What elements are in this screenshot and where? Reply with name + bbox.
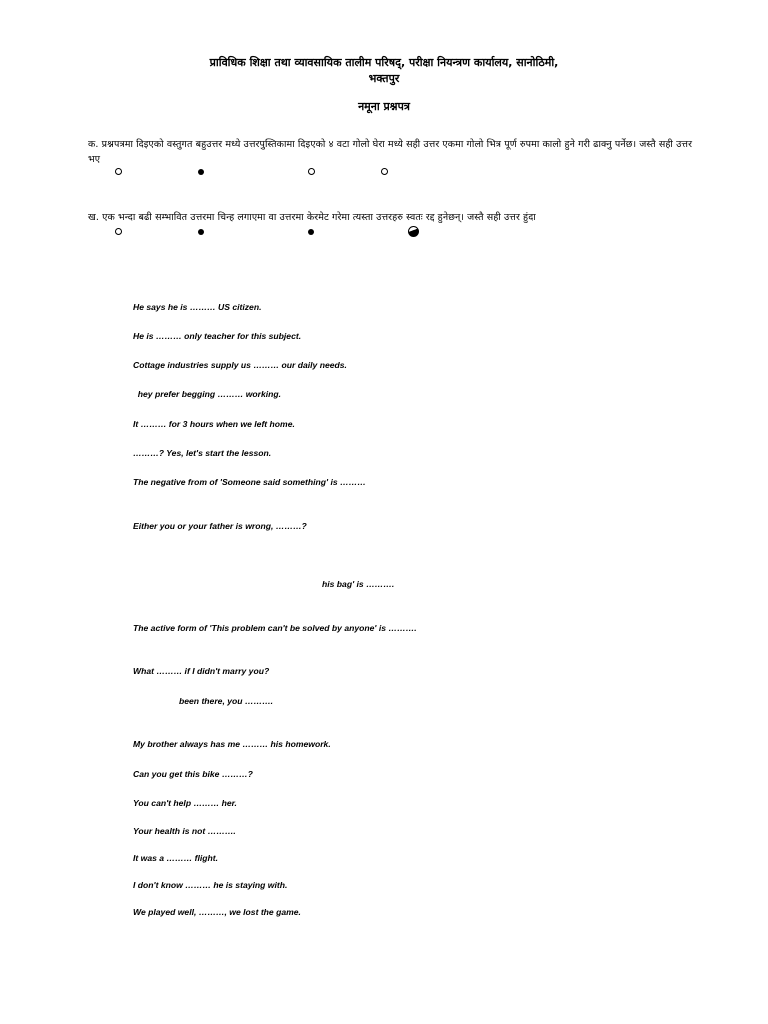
answer-bubble-filled [198, 228, 204, 238]
question-item: his bag' is ………. [322, 579, 395, 589]
instruction-ka: क. प्रश्नपत्रमा दिइएको वस्तुगत बहुउत्तर मध्ये उत्तरपुस्तिकामा दिइएको ४ वटा गोलो घेरा मध्ये सही उत्तर एकमा गोलो भित्र पूर्ण रुपमा कालो हुने गरी ढाक्नु पर्नेछ। जस्तै सही उत्तर भए [88, 139, 693, 165]
sample-paper-title: नमूना प्रश्नपत्र [358, 100, 410, 113]
question-item: It ……… for 3 hours when we left home. [133, 419, 295, 429]
question-item: What ……… if I didn't marry you? [133, 666, 270, 676]
question-item: It was a ……… flight. [133, 853, 218, 863]
question-item: The active form of 'This problem can't be solved by anyone' is ………. [133, 623, 417, 633]
question-item: been there, you ………. [179, 696, 274, 706]
question-item: My brother always has me ……… his homework. [133, 739, 331, 749]
header-line-2: भक्तपुर [368, 72, 400, 85]
question-item: ………? Yes, let's start the lesson. [133, 448, 272, 458]
question-item: Cottage industries supply us ……… our daily needs. [133, 360, 347, 370]
question-item: hey prefer begging ……… working. [133, 389, 282, 399]
question-item: Your health is not ………. [133, 826, 236, 836]
answer-bubble-empty [381, 168, 388, 178]
question-item: We played well, ………, we lost the game. [133, 907, 301, 917]
question-item: Either you or your father is wrong, ………? [133, 521, 307, 531]
question-item: The negative from of 'Someone said something' is ……… [133, 477, 366, 487]
answer-bubble-empty [308, 168, 315, 178]
answer-bubble-filled [308, 228, 314, 238]
question-item: Can you get this bike ………? [133, 769, 253, 779]
question-item: He is ……… only teacher for this subject. [133, 331, 302, 341]
answer-bubble-empty [115, 168, 122, 178]
answer-bubble-empty [115, 228, 122, 238]
answer-bubble-partially-filled [408, 226, 419, 240]
answer-bubble-filled [198, 168, 204, 178]
instruction-kha: ख. एक भन्दा बढी सम्भावित उत्तरमा चिन्ह लगाएमा वा उत्तरमा केरमेट गरेमा त्यस्ता उत्तरहरु स्वतः रद्द हुनेछन्। जस्तै सही उत्तर हुंदा [88, 212, 536, 223]
question-item: I don't know ……… he is staying with. [133, 880, 288, 890]
question-item: You can't help ……… her. [133, 798, 237, 808]
question-item: He says he is ……… US citizen. [133, 302, 262, 312]
header-line-1: प्राविधिक शिक्षा तथा व्यावसायिक तालीम परिषद्, परीक्षा नियन्त्रण कार्यालय, सानोठिमी, [209, 56, 559, 69]
